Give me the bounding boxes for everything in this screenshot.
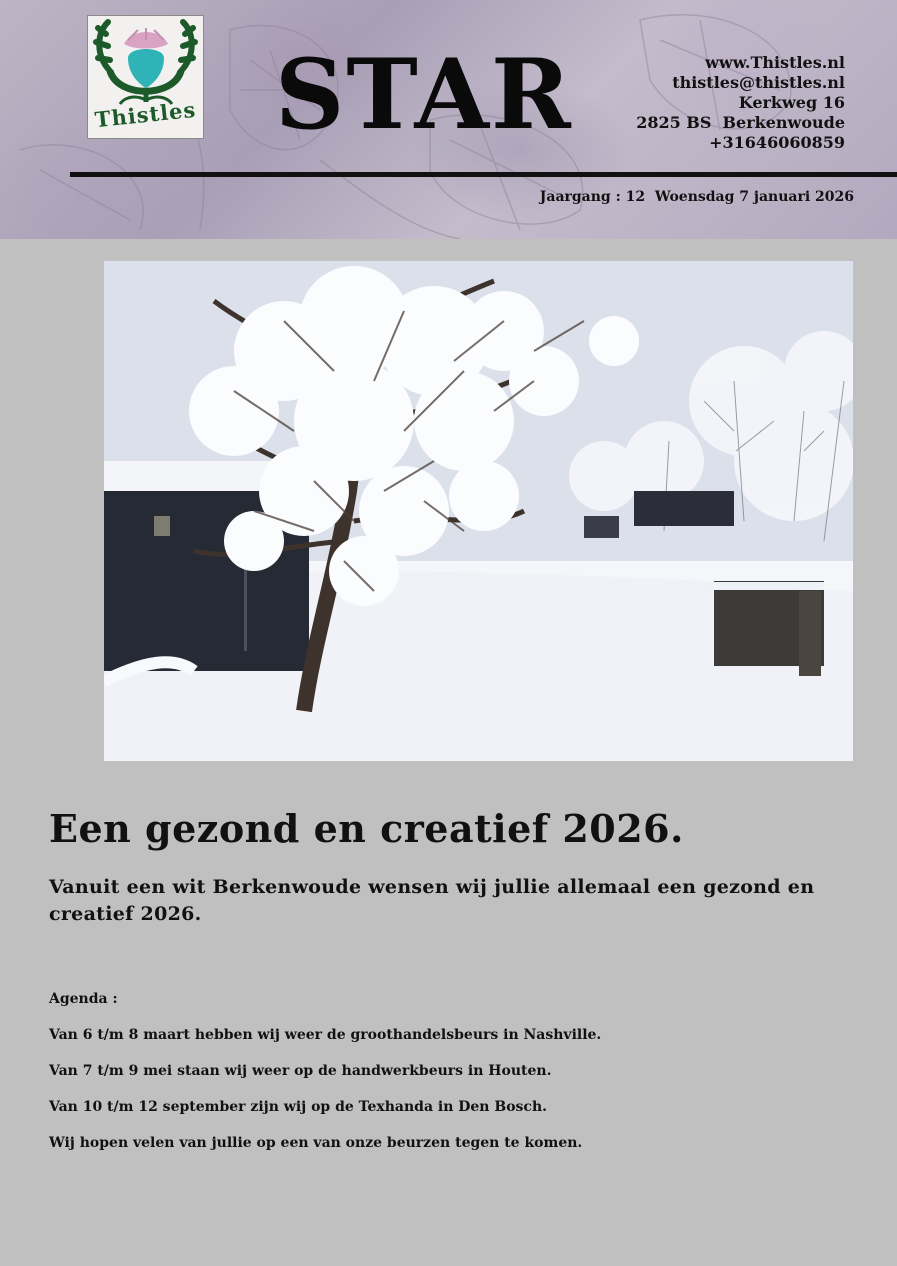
- agenda-item: Van 10 t/m 12 september zijn wij op de Texhanda in Den Bosch.: [49, 1099, 547, 1115]
- website-link[interactable]: www.Thistles.nl: [705, 53, 845, 72]
- masthead-title: STAR: [275, 38, 573, 151]
- issue-line: Jaargang : 12 Woensdag 7 januari 2026: [539, 189, 854, 205]
- lead-paragraph: Vanuit een wit Berkenwoude wensen wij jullie allemaal een gezond en creatief 2026.: [49, 876, 815, 925]
- contact-block: [636, 53, 845, 153]
- header-divider: [70, 172, 897, 177]
- logo-wordmark: Thistles: [93, 96, 198, 133]
- newsletter-header: [0, 0, 897, 239]
- email-link[interactable]: thistles@thistles.nl: [672, 73, 845, 92]
- agenda-item: Van 7 t/m 9 mei staan wij weer op de handwerkbeurs in Houten.: [49, 1063, 552, 1079]
- agenda-item: Van 6 t/m 8 maart hebben wij weer de groothandelsbeurs in Nashville.: [49, 1027, 602, 1043]
- agenda-closing: Wij hopen velen van jullie op een van onze beurzen tegen te komen.: [49, 1135, 583, 1151]
- agenda-title: Agenda :: [49, 991, 118, 1007]
- thistles-logo: [87, 15, 204, 139]
- agenda-section: [49, 990, 849, 1170]
- street-address: Kerkweg 16: [738, 93, 845, 112]
- city-address: 2825 BS Berkenwoude: [636, 113, 845, 132]
- snowy-garden-illustration: [104, 261, 853, 761]
- phone-number: +31646060859: [709, 133, 845, 152]
- snowy-garden-photo: [104, 261, 853, 761]
- headline: Een gezond en creatief 2026.: [49, 806, 684, 851]
